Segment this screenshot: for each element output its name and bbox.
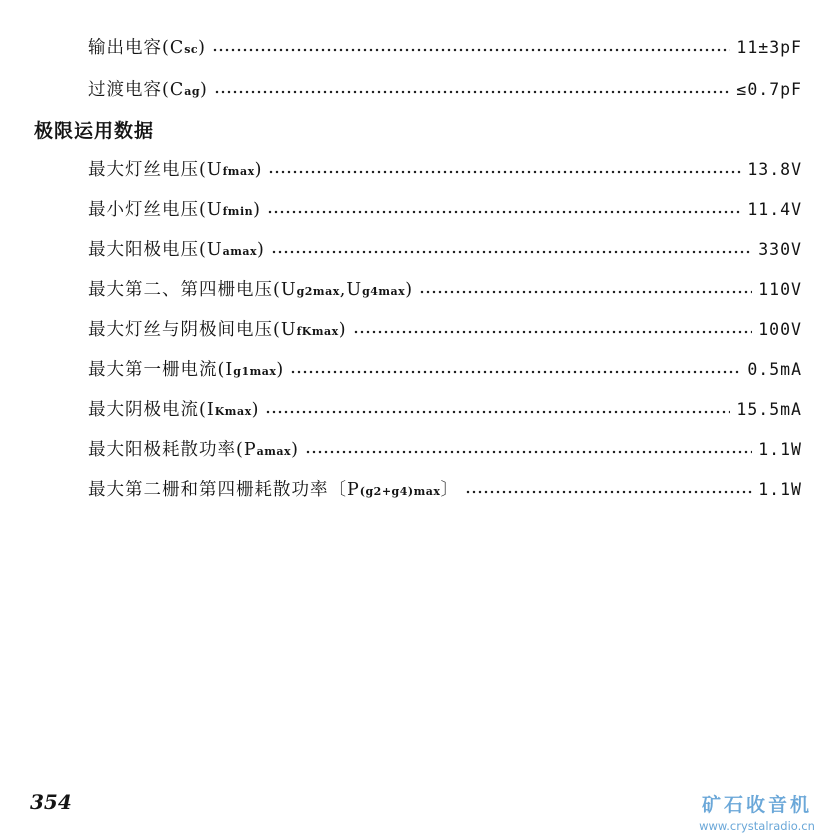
spec-label: 最小灯丝电压(U: [88, 200, 223, 220]
spec-label: 最大第一栅电流(I: [88, 360, 234, 380]
spec-label-close: ): [198, 38, 206, 58]
spec-label-close: ): [251, 400, 260, 420]
spec-subscript: amax: [256, 445, 292, 458]
dot-leader: [268, 169, 741, 177]
spec-row-max-filament-voltage: [88, 156, 802, 182]
spec-label: 最大阳极耗散功率(P: [88, 440, 257, 460]
spec-label-close: ): [338, 320, 347, 340]
spec-label-close: ): [405, 280, 414, 300]
spec-value: 330V: [758, 240, 802, 259]
dot-leader: [271, 249, 752, 257]
spec-label: 最大第二、第四栅电压(U: [88, 280, 297, 300]
spec-value: 100V: [758, 320, 802, 339]
spec-value: 11±3pF: [736, 38, 802, 57]
dot-leader: [290, 369, 741, 377]
spec-subscript: (g2+g4)max: [359, 485, 441, 498]
dot-leader: [265, 409, 730, 417]
section-heading: 极限运用数据: [34, 120, 155, 142]
spec-label-close: 〕: [440, 480, 459, 500]
spec-row-max-anode-dissipation: [88, 436, 802, 462]
spec-label: 过渡电容(C: [88, 80, 185, 100]
spec-subscript: g1max: [233, 365, 277, 378]
spec-row-max-g2-g4-voltage: [88, 276, 802, 302]
spec-row-transition-capacitance: [88, 76, 802, 102]
spec-value: 15.5mA: [736, 400, 802, 419]
watermark-title: 矿石收音机: [701, 794, 812, 816]
spec-label-close: ): [291, 440, 299, 460]
spec-label: 最大灯丝电压(U: [88, 160, 223, 180]
spec-label-close: ): [276, 360, 285, 380]
dot-leader: [353, 329, 753, 337]
spec-subscript: fmax: [222, 165, 255, 178]
spec-label: 最大第二栅和第四栅耗散功率〔P: [88, 480, 360, 500]
spec-row-max-heater-cathode-voltage: [88, 316, 802, 342]
spec-subscript: ag: [184, 85, 201, 98]
spec-subscript: amax: [222, 245, 258, 258]
spec-value: 110V: [758, 280, 802, 299]
dot-leader: [305, 449, 752, 457]
spec-label-close: ): [253, 200, 261, 220]
spec-label-close: ): [200, 80, 208, 100]
spec-row-max-g2-g4-dissipation: [88, 476, 802, 502]
dot-leader: [419, 289, 752, 297]
spec-label: 输出电容(C: [88, 38, 185, 58]
page-number: 354: [30, 790, 72, 814]
spec-label: 最大阴极电流(I: [88, 400, 215, 420]
dot-leader: [267, 209, 741, 217]
spec-subscript: g2max: [296, 285, 340, 298]
watermark: [690, 790, 824, 833]
spec-subscript: fKmax: [296, 325, 339, 338]
spec-row-max-anode-voltage: [88, 236, 802, 262]
spec-value: 11.4V: [747, 200, 802, 219]
spec-value: 13.8V: [747, 160, 802, 179]
watermark-url: www.crystalradio.cn: [699, 819, 815, 833]
spec-label: 最大阳极电压(U: [88, 240, 223, 260]
spec-value: 1.1W: [758, 480, 802, 499]
spec-value: ≤0.7pF: [736, 80, 802, 99]
spec-label-mid: ,U: [339, 280, 363, 300]
spec-subscript-2: g4max: [362, 285, 406, 298]
dot-leader: [465, 489, 752, 497]
spec-subscript: sc: [184, 43, 199, 56]
spec-label-close: ): [257, 240, 265, 260]
dot-leader: [214, 89, 731, 97]
spec-row-output-capacitance: [88, 34, 802, 60]
spec-subscript: fmin: [222, 205, 254, 218]
spec-label-close: ): [254, 160, 263, 180]
spec-value: 1.1W: [758, 440, 802, 459]
spec-value: 0.5mA: [747, 360, 802, 379]
spec-subscript: Kmax: [214, 405, 252, 418]
spec-label: 最大灯丝与阴极间电压(U: [88, 320, 297, 340]
dot-leader: [212, 47, 730, 55]
spec-row-min-filament-voltage: [88, 196, 802, 222]
spec-row-max-g1-current: [88, 356, 802, 382]
spec-row-max-cathode-current: [88, 396, 802, 422]
